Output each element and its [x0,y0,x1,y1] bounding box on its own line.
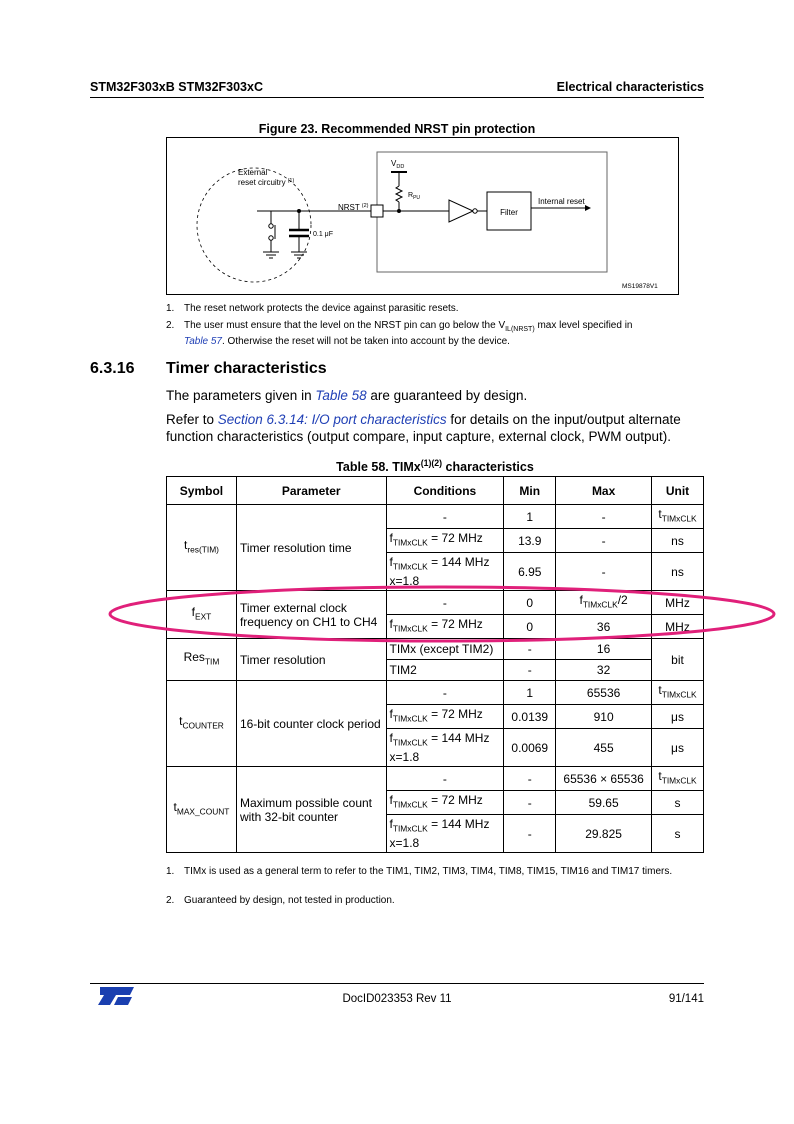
table-row: $f_{TIMxCLK} = 72$ MHz - 59.65 s [167,791,704,815]
symbol-tcounter: $t_{COUNTER}$ [167,681,237,767]
header-divider [90,97,704,98]
footer-page-number: 91/141 [668,993,704,1005]
symbol-fext: $f_{EXT}$ [167,591,237,639]
label-vdd: V [391,159,397,168]
table-row: $f_{TIMxCLK} = 72$ MHz 0.0139 910 μs [167,705,704,729]
symbol-restim: Res$_{TIM}$ [167,639,237,681]
svg-text:VDD: $V_{DD}$ [391,159,405,170]
figure-code: MS19878V1 [622,283,658,290]
param-tcounter: 16-bit counter clock period [236,681,386,767]
footer-divider [90,983,704,984]
col-conditions: Conditions [386,477,504,505]
table-57-link[interactable]: Table 57 [184,336,222,347]
nrst-circuit-diagram [167,138,678,294]
param-tmaxcount: Maximum possible count with 32-bit counter [236,767,386,853]
figure-note-1: 1. The reset network protects the device against parasitic resets. [166,303,459,314]
table-row: $f_{TIMxCLK} = 72$ MHz 13.9 - ns [167,529,704,553]
header-right: Electrical characteristics [556,80,704,94]
label-reset-circuitry: reset circuitry [238,178,286,187]
table-note-2: 2. Guaranteed by design, not tested in production. [166,895,395,906]
section-6-3-14-link[interactable]: Section 6.3.14: I/O port characteristics [217,412,447,427]
highlight-ellipse [100,580,790,650]
table-58-link[interactable]: Table 58 [315,388,367,403]
col-unit: Unit [652,477,704,505]
param-restim: Timer resolution [236,639,386,681]
col-max: Max [556,477,652,505]
section-title: Timer characteristics [166,360,327,377]
col-symbol: Symbol [167,477,237,505]
col-parameter: Parameter [236,477,386,505]
param-tres: Timer resolution time [236,505,386,591]
symbol-tmaxcount: $t_{MAX\_COUNT}$ [167,767,237,853]
table-row: $t_{MAX\_COUNT}$ Maximum possible count with 32-bit counter - - 65536 × 65536 $t_{TIMxCLK}$ [167,767,704,791]
table-row: $t_{COUNTER}$ 16-bit counter clock period - 1 65536 $t_{TIMxCLK}$ [167,681,704,705]
label-internal-reset: Internal reset [538,197,585,206]
table-row: $f_{TIMxCLK} = 144$ MHz x=1.8 - 29.825 s [167,815,704,853]
paragraph-2: Refer to Section 6.3.14: I/O port characteristics for details on the input/output alternate function characteristics (output compare, input capture, external clock, PWM output). [166,412,681,444]
label-nrst: NRST [338,203,360,212]
timer-characteristics-table [166,476,704,853]
header-left: STM32F303xB STM32F303xC [90,80,263,94]
label-capacitor: 0.1 μF [313,231,333,238]
figure-frame [166,137,679,295]
table-title: Table 58. TIMx$^{(1)(2)}$ characteristics [336,458,534,475]
table-row: TIM2 - 32 [167,660,704,681]
svg-text:reset circuitry(1): reset circuitry $^{(1)}$ [238,178,295,187]
label-rpu: R [408,192,414,199]
table-row: $f_{TIMxCLK} = 72$ MHz 0 36 MHz [167,615,704,639]
col-min: Min [504,477,556,505]
footer-doc-id: DocID023353 Rev 11 [342,993,452,1005]
figure-title: Figure 23. Recommended NRST pin protection [258,122,536,136]
label-external: External [238,168,268,177]
table-row: $t_{res(TIM)}$ Timer resolution time - 1 - $t_{TIMxCLK}$ [167,505,704,529]
paragraph-1: The parameters given in Table 58 are guaranteed by design. [166,388,528,403]
table-row: Res$_{TIM}$ Timer resolution TIMx (except TIM2) - 16 bit [167,639,704,660]
svg-text:NRST(2): NRST $^{(2)}$ [338,203,369,212]
section-number: 6.3.16 [90,360,135,377]
table-note-1: 1. TIMx is used as a general term to refer to the TIM1, TIM2, TIM3, TIM4, TIM8, TIM15, TIM16 and TIM17 timers. [166,866,673,877]
table-row: $f_{TIMxCLK} = 144$ MHz x=1.8 6.95 - ns [167,553,704,591]
svg-text:RPU: $R_{PU}$ [408,192,421,201]
figure-note-2: 2. The user must ensure that the level on the NRST pin can go below the $V_{IL(NRST)}$ max level specified in Table 57. Otherwise the reset will not be taken into account by the device. [166,320,633,347]
param-fext: Timer external clock frequency on CH1 to CH4 [236,591,386,639]
label-filter: Filter [500,208,518,217]
table-row: $f_{TIMxCLK} = 144$ MHz x=1.8 0.0069 455 μs [167,729,704,767]
table-row: $f_{EXT}$ Timer external clock frequency on CH1 to CH4 - 0 $f_{TIMxCLK}/2$ MHz [167,591,704,615]
symbol-tres: $t_{res(TIM)}$ [167,505,237,591]
table-header-row [167,477,704,505]
